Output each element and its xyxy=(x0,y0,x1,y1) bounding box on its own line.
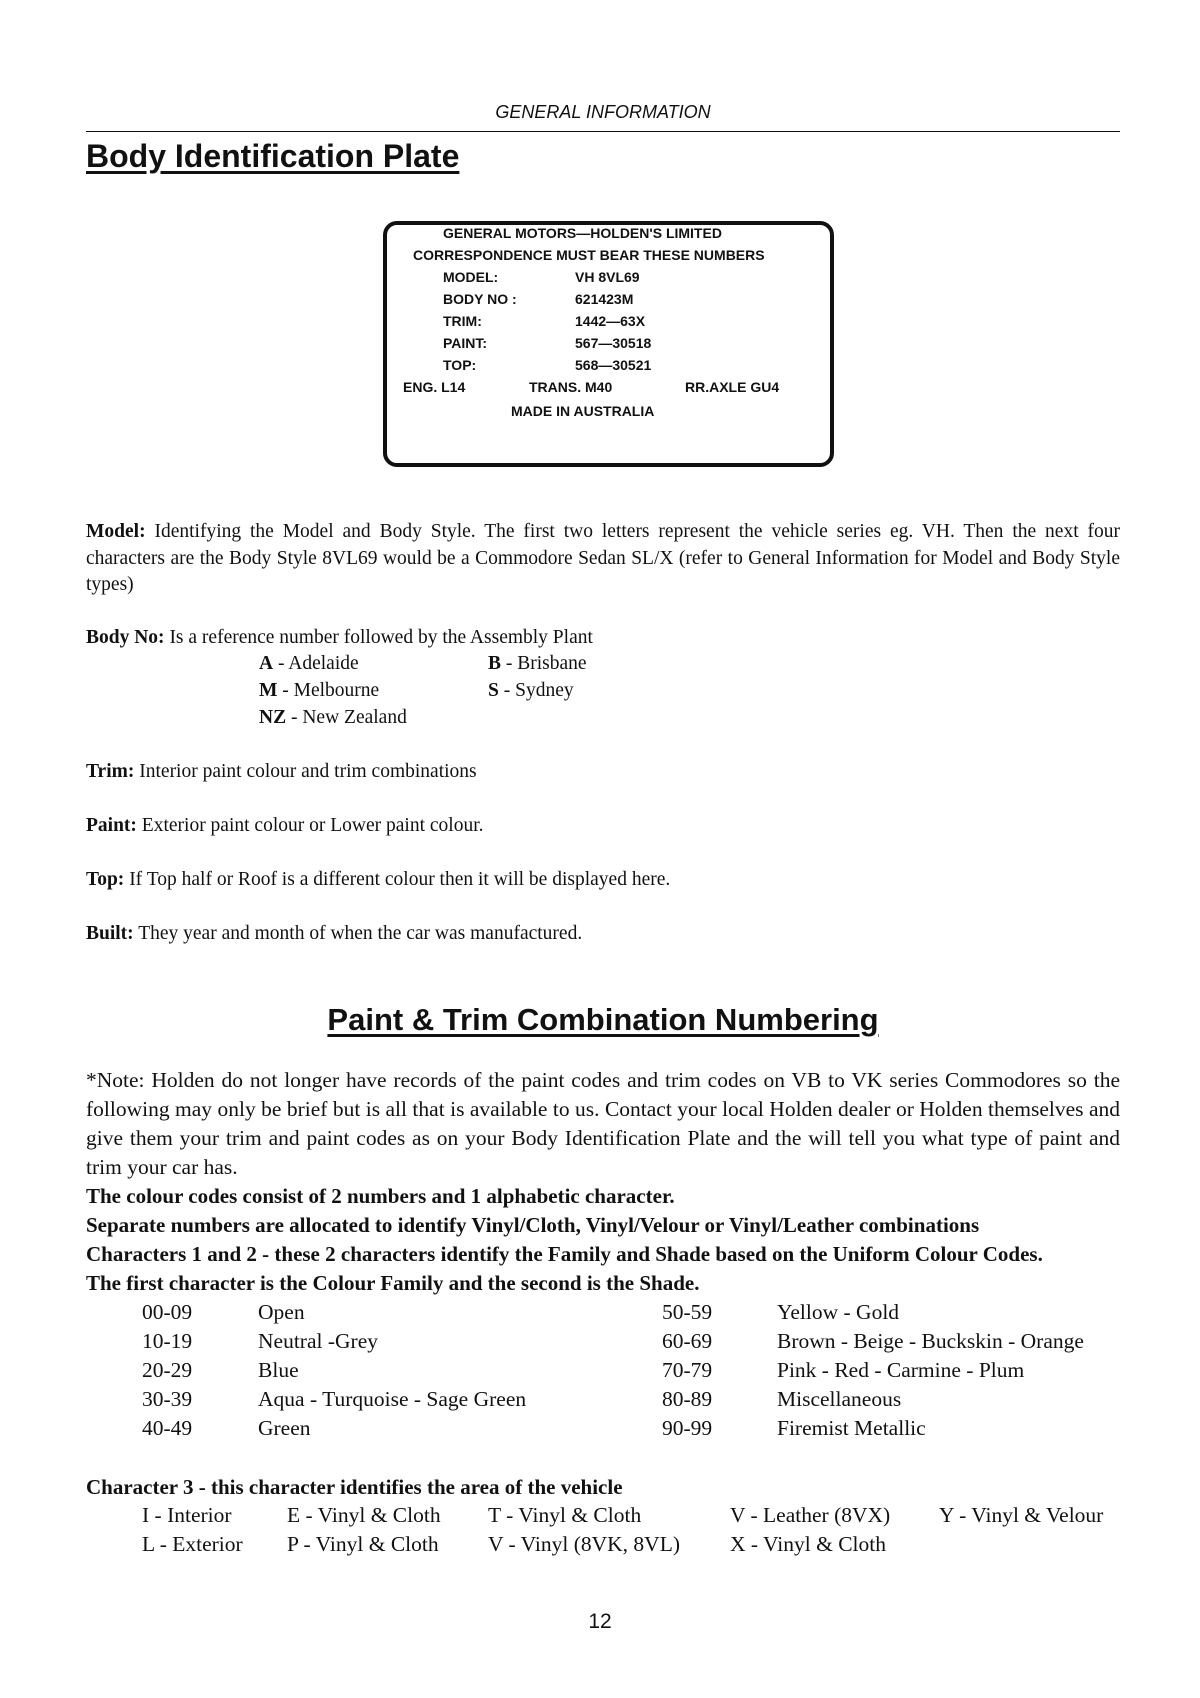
bold-line-2: Separate numbers are allocated to identify Vinyl/Cloth, Vinyl/Velour or Vinyl/Leather combinations xyxy=(86,1213,980,1237)
char3-heading: Character 3 - this character identifies the area of the vehicle xyxy=(86,1475,623,1499)
top-description xyxy=(86,867,1120,894)
plate-model-value: VH 8VL69 xyxy=(575,269,640,285)
plant-new-zealand: NZ - New Zealand xyxy=(259,707,407,728)
code-desc: Blue xyxy=(258,1358,299,1382)
code-range: 20-29 xyxy=(142,1358,193,1382)
char3-item: V - Leather (8VX) xyxy=(730,1503,891,1527)
plate-made-in: MADE IN AUSTRALIA xyxy=(511,403,655,419)
plate-trim-value: 1442—63X xyxy=(575,313,646,329)
plate-rear-axle: RR.AXLE GU4 xyxy=(685,379,780,395)
char3-item: Y - Vinyl & Velour xyxy=(939,1503,1104,1527)
paint-description xyxy=(86,813,1120,840)
code-range: 10-19 xyxy=(142,1329,193,1353)
model-text: Identifying the Model and Body Style. The first two letters represent the vehicle series eg. VH. Then the next four characters are the Body Style 8VL69 would be a Commodore Sedan SL/X (refer to General Information for Model and Body Style types) xyxy=(86,521,1120,595)
section-title-paint-trim: Paint & Trim Combination Numbering xyxy=(327,1002,879,1037)
top-label: Top: xyxy=(86,869,125,890)
char3-item: E - Vinyl & Cloth xyxy=(287,1503,441,1527)
char3-item: V - Vinyl (8VK, 8VL) xyxy=(488,1532,680,1556)
paint-label: Paint: xyxy=(86,815,137,836)
plate-model-label: MODEL: xyxy=(443,269,499,285)
bold-line-4: The first character is the Colour Family and the second is the Shade. xyxy=(86,1271,700,1295)
top-text: If Top half or Roof is a different colour then it will be displayed here. xyxy=(124,869,671,890)
char3-item: L - Exterior xyxy=(142,1532,243,1556)
code-range: 40-49 xyxy=(142,1416,193,1440)
code-range: 00-09 xyxy=(142,1300,193,1324)
plate-company: GENERAL MOTORS—HOLDEN'S LIMITED xyxy=(443,225,722,241)
plate-trim-label: TRIM: xyxy=(443,313,482,329)
header-rule xyxy=(86,131,1120,132)
code-range: 60-69 xyxy=(662,1329,713,1353)
model-label: Model: xyxy=(86,521,146,542)
plate-top-value: 568—30521 xyxy=(575,357,652,373)
built-text: They year and month of when the car was manufactured. xyxy=(133,923,583,944)
plate-engine: ENG. L14 xyxy=(403,379,466,395)
plate-bodyno-label: BODY NO : xyxy=(443,291,517,307)
code-range: 90-99 xyxy=(662,1416,713,1440)
code-desc: Pink - Red - Carmine - Plum xyxy=(777,1358,1025,1382)
code-desc: Aqua - Turquoise - Sage Green xyxy=(258,1387,527,1411)
code-desc: Firemist Metallic xyxy=(777,1416,926,1440)
built-label: Built: xyxy=(86,923,134,944)
plate-paint-value: 567—30518 xyxy=(575,335,652,351)
plate-transmission: TRANS. M40 xyxy=(529,379,613,395)
plate-bodyno-value: 621423M xyxy=(575,291,634,307)
plant-sydney: S - Sydney xyxy=(488,680,574,701)
bold-line-3: Characters 1 and 2 - these 2 characters identify the Family and Shade based on the Uniform Colour Codes. xyxy=(86,1242,1043,1266)
plant-brisbane: B - Brisbane xyxy=(488,653,587,674)
code-desc: Yellow - Gold xyxy=(777,1300,900,1324)
char3-item: T - Vinyl & Cloth xyxy=(488,1503,642,1527)
plate-correspondence: CORRESPONDENCE MUST BEAR THESE NUMBERS xyxy=(413,247,765,263)
built-description xyxy=(86,921,1120,948)
plate-paint-label: PAINT: xyxy=(443,335,488,351)
body-no-label: Body No: xyxy=(86,627,165,648)
code-range: 80-89 xyxy=(662,1387,713,1411)
trim-label: Trim: xyxy=(86,761,135,782)
plate-top-label: TOP: xyxy=(443,357,477,373)
running-header: GENERAL INFORMATION xyxy=(495,102,711,122)
plant-adelaide: A - Adelaide xyxy=(259,653,359,674)
body-no-text: Is a reference number followed by the Assembly Plant xyxy=(164,627,593,648)
model-description xyxy=(86,519,1120,599)
page-number: 12 xyxy=(588,1610,612,1633)
trim-description xyxy=(86,759,1120,786)
code-range: 50-59 xyxy=(662,1300,713,1324)
code-desc: Neutral -Grey xyxy=(258,1329,378,1353)
code-desc: Miscellaneous xyxy=(777,1387,902,1411)
bold-line-1: The colour codes consist of 2 numbers and 1 alphabetic character. xyxy=(86,1184,675,1208)
body-no-description xyxy=(86,625,1120,652)
plant-melbourne: M - Melbourne xyxy=(259,680,380,701)
code-range: 30-39 xyxy=(142,1387,193,1411)
code-desc: Open xyxy=(258,1300,305,1324)
page-title: Body Identification Plate xyxy=(86,138,460,174)
char3-item: I - Interior xyxy=(142,1503,232,1527)
code-desc: Brown - Beige - Buckskin - Orange xyxy=(777,1329,1084,1353)
trim-text: Interior paint colour and trim combinations xyxy=(134,761,477,782)
identification-plate xyxy=(383,221,834,467)
code-desc: Green xyxy=(258,1416,311,1440)
char3-item: P - Vinyl & Cloth xyxy=(287,1532,439,1556)
code-range: 70-79 xyxy=(662,1358,713,1382)
char3-item: X - Vinyl & Cloth xyxy=(730,1532,886,1556)
paint-text: Exterior paint colour or Lower paint colour. xyxy=(136,815,484,836)
note-paragraph: *Note: Holden do not longer have records of the paint codes and trim codes on VB to VK series Commodores so the following may only be brief but is all that is available to us. Contact your local Holden dealer or Holden themselves and give them your trim and paint codes as on your Body Identification Plate and the will tell you what type of paint and trim your car has. xyxy=(86,1068,1120,1179)
